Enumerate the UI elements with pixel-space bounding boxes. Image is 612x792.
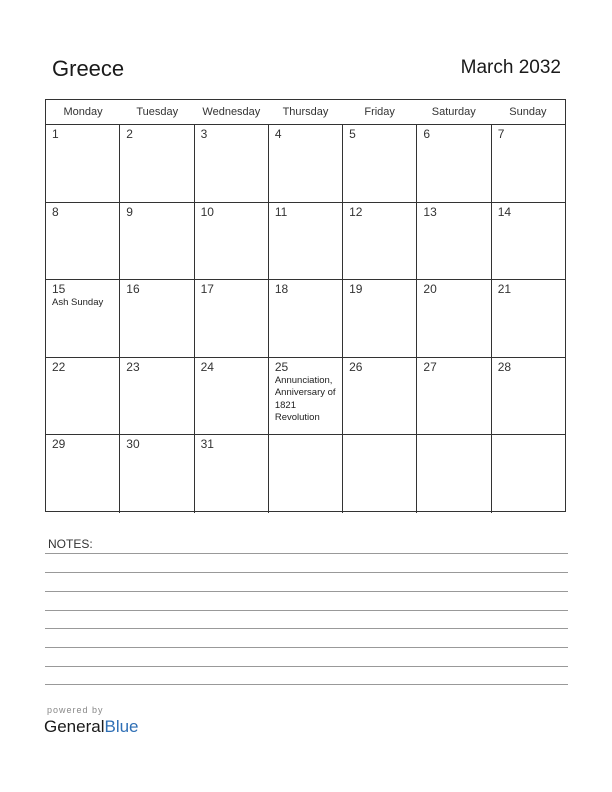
week-row <box>46 125 565 203</box>
day-number: 27 <box>423 359 437 374</box>
day-cell <box>120 358 194 435</box>
day-number: 19 <box>349 282 363 296</box>
day-number: 18 <box>274 282 289 296</box>
day-cell <box>269 280 343 357</box>
weekday-friday: Friday <box>364 106 395 118</box>
weekday-monday: Monday <box>63 106 103 118</box>
day-cell <box>343 125 417 202</box>
day-cell <box>120 203 194 280</box>
day-number: 22 <box>52 359 66 374</box>
day-number: 1 <box>52 127 59 141</box>
day-cell <box>269 358 343 435</box>
day-cell <box>492 435 565 513</box>
day-cell <box>46 435 120 513</box>
day-cell <box>120 125 194 202</box>
day-number: 12 <box>349 204 363 219</box>
day-cell <box>46 203 120 280</box>
brand-blue: Blue <box>104 717 139 736</box>
notes-line <box>45 647 568 648</box>
day-number: 2 <box>126 127 133 141</box>
day-cell <box>195 280 269 357</box>
notes-line <box>45 610 568 611</box>
weekday-saturday: Saturday <box>431 106 476 118</box>
day-cell <box>195 358 269 435</box>
day-number: 5 <box>349 127 356 141</box>
day-cell <box>343 203 417 280</box>
country-title: Greece <box>52 56 125 81</box>
notes-line <box>45 628 568 629</box>
day-number: 17 <box>200 282 214 296</box>
day-cell <box>195 435 269 513</box>
day-number: 3 <box>200 127 208 141</box>
week-row <box>46 435 565 513</box>
day-cell <box>492 125 565 202</box>
day-cell <box>492 203 565 280</box>
day-cell <box>417 125 491 202</box>
day-cell <box>417 203 491 280</box>
day-cell <box>269 435 343 513</box>
day-number: 10 <box>200 204 214 219</box>
brand-general: General <box>44 717 105 736</box>
holiday-label: Ash Sunday <box>52 297 104 308</box>
week-row <box>46 280 565 358</box>
calendar-grid <box>45 99 566 512</box>
day-cell <box>195 203 269 280</box>
day-cell <box>269 203 343 280</box>
weekday-tuesday: Tuesday <box>136 106 179 118</box>
day-number: 9 <box>126 204 133 219</box>
notes-line <box>45 591 568 592</box>
holiday-label: Annunciation, Anniversary of 1821 Revolution <box>274 374 336 423</box>
week-row <box>46 203 565 281</box>
powered-by-text: powered by <box>47 705 104 715</box>
day-number: 6 <box>423 127 431 141</box>
day-cell <box>492 280 565 357</box>
day-cell <box>195 125 269 202</box>
day-cell <box>417 280 491 357</box>
day-number: 28 <box>497 359 512 374</box>
day-number: 25 <box>274 359 289 374</box>
day-number: 13 <box>423 204 437 219</box>
day-cell <box>120 280 194 357</box>
notes-label: NOTES: <box>48 537 93 551</box>
day-number: 30 <box>126 437 140 451</box>
day-number: 31 <box>200 437 214 451</box>
day-cell <box>46 280 120 357</box>
day-number: 21 <box>497 282 512 296</box>
day-number: 26 <box>349 359 363 374</box>
day-number: 11 <box>274 204 288 219</box>
month-title: March 2032 <box>460 57 561 78</box>
generalblue-logo <box>44 717 139 737</box>
notes-line <box>45 666 568 667</box>
day-number: 23 <box>126 359 140 374</box>
day-number: 15 <box>52 282 66 296</box>
day-number: 14 <box>497 204 512 219</box>
notes-line <box>45 684 568 685</box>
day-cell <box>343 435 417 513</box>
day-cell <box>120 435 194 513</box>
day-cell <box>46 125 120 202</box>
notes-line <box>45 553 568 554</box>
weekday-sunday: Sunday <box>509 106 547 118</box>
day-cell <box>343 358 417 435</box>
weekday-thursday: Thursday <box>282 106 329 118</box>
weekday-header <box>46 100 565 125</box>
weeks-container <box>46 125 565 513</box>
day-number: 4 <box>274 127 282 141</box>
week-row <box>46 358 565 436</box>
day-cell <box>417 358 491 435</box>
day-cell <box>269 125 343 202</box>
day-number: 24 <box>200 359 214 374</box>
weekday-wednesday: Wednesday <box>202 106 261 118</box>
day-cell <box>343 280 417 357</box>
day-cell <box>46 358 120 435</box>
day-number: 16 <box>126 282 140 296</box>
day-cell <box>492 358 565 435</box>
day-cell <box>417 435 491 513</box>
day-number: 29 <box>52 437 66 451</box>
day-number: 7 <box>497 127 505 141</box>
day-number: 8 <box>52 204 59 219</box>
notes-line <box>45 572 568 573</box>
day-number: 20 <box>423 282 437 296</box>
